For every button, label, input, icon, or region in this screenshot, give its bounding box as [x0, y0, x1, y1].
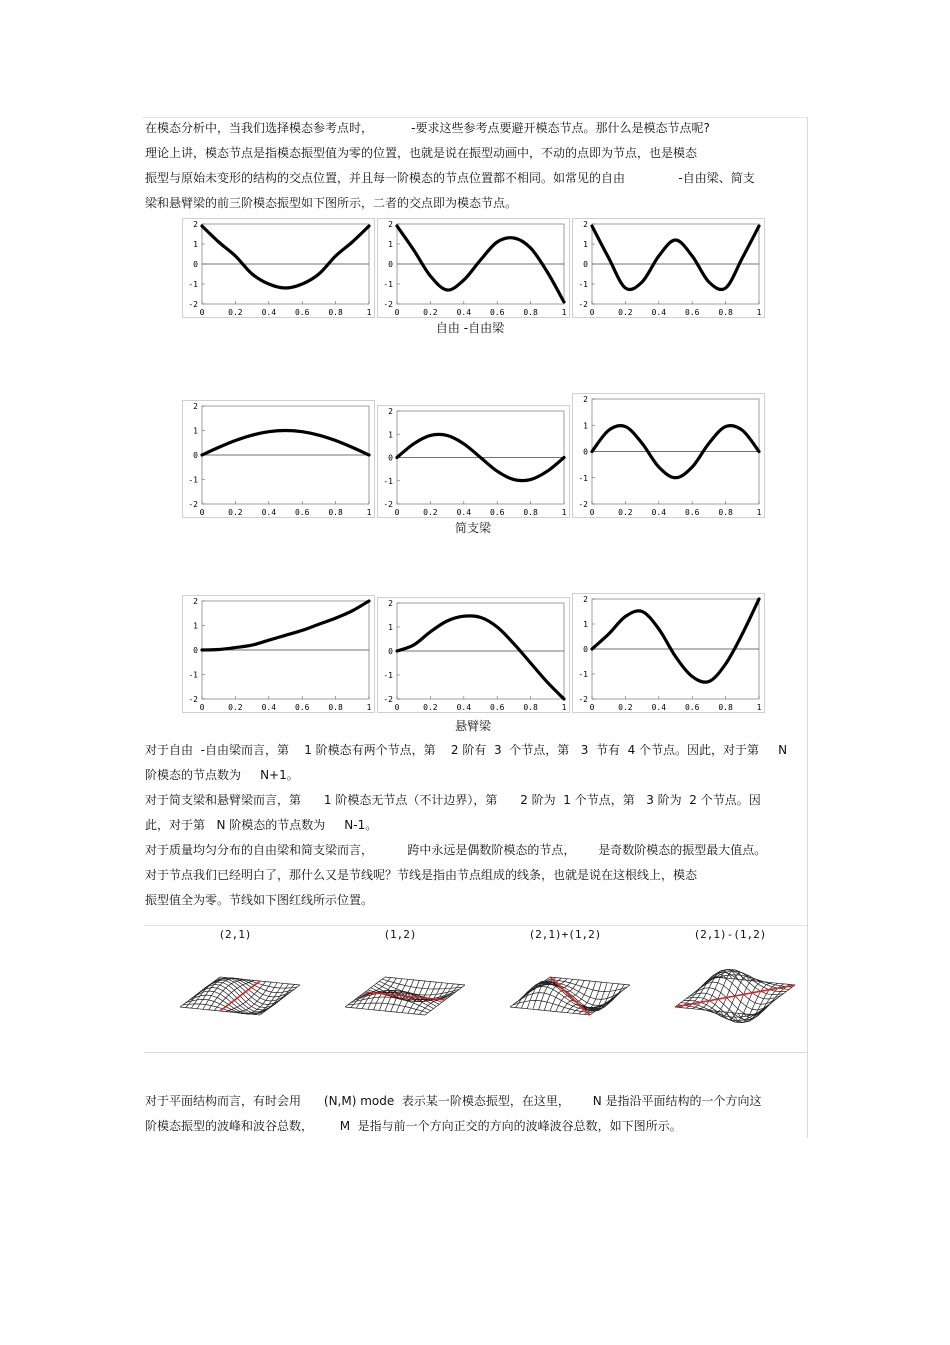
x-tick-label: 0.2 [423, 508, 438, 517]
x-tick-label: 0 [589, 308, 595, 317]
y-tick-label: 1 [193, 426, 198, 436]
paragraph-line: 阶模态振型的波峰和波谷总数， M 是指与前一个方向正交的方向的波峰波谷总数，如下图所示。 [145, 1119, 682, 1133]
y-tick-label: -1 [578, 670, 588, 679]
x-tick-label: 1 [561, 308, 567, 317]
x-tick-label: 0.6 [294, 703, 310, 712]
x-tick-label: 0.4 [651, 703, 667, 712]
mode-title: (2,1)+(1,2) [528, 928, 602, 941]
x-tick-label: 0.4 [261, 508, 277, 517]
mesh-line [590, 985, 630, 1015]
x-tick-label: 0.6 [684, 703, 700, 712]
y-tick-label: 0 [388, 647, 393, 656]
plate-mode-21-surface [170, 945, 305, 1025]
x-tick-label: 0.4 [456, 508, 472, 517]
x-tick-label: 0.2 [618, 703, 633, 712]
y-tick-label: -2 [578, 300, 588, 309]
paragraph-line: 对于简支梁和悬臂梁而言，第 1 阶模态无节点（不计边界），第 2 阶为 1 个节点，第 3 阶为 2 个节点。因 [145, 793, 761, 807]
x-tick-label: 0.8 [523, 508, 538, 517]
x-tick-label: 0.8 [718, 508, 733, 517]
y-tick-label: -2 [578, 695, 588, 704]
paragraph-line: 在模态分析中，当我们选择模态参考点时， -要求这些参考点要避开模态节点。那什么是模态节点呢? [145, 121, 710, 135]
y-tick-label: 1 [583, 240, 588, 249]
paragraph-line: 对于平面结构而言，有时会用 (N,M) mode 表示某一阶模态振型，在这里， N 是指沿平面结构的一个方向这 [145, 1094, 762, 1108]
x-tick-label: 0.2 [228, 703, 243, 712]
y-tick-label: 2 [388, 220, 393, 229]
x-tick-label: 0.6 [684, 508, 700, 517]
x-tick-label: 0.4 [261, 308, 277, 317]
plate-mode-sum-surface [500, 945, 635, 1025]
caption-simply-supported: 简支梁 [454, 521, 491, 535]
x-tick-label: 0 [589, 508, 595, 517]
x-tick-label: 1 [561, 508, 567, 517]
x-tick-label: 1 [366, 508, 372, 517]
y-tick-label: 2 [388, 599, 393, 608]
y-tick-label: 1 [193, 621, 198, 631]
caption-free-free: 自由 -自由梁 [435, 321, 505, 335]
y-tick-label: 2 [583, 395, 588, 404]
y-tick-label: -1 [188, 280, 198, 289]
x-tick-label: 0.2 [618, 508, 633, 517]
y-tick-label: 0 [583, 447, 588, 457]
x-tick-label: 1 [366, 308, 372, 317]
nodal-line [220, 981, 260, 1011]
x-tick-label: 0.4 [456, 703, 472, 712]
mesh-line [203, 978, 243, 1009]
simply-supported-mode2-plot [377, 405, 570, 518]
y-tick-label: 1 [583, 421, 588, 431]
mesh-line [237, 983, 277, 1014]
plot-border [378, 406, 570, 518]
x-tick-label: 0.4 [261, 703, 277, 712]
x-tick-label: 0 [394, 703, 400, 712]
y-tick-label: 2 [193, 402, 198, 411]
y-tick-label: 1 [388, 623, 393, 632]
paragraph-line: 阶模态的节点数为 N+1。 [145, 768, 299, 782]
plate-mode-diff-surface [665, 945, 800, 1025]
y-tick-label: 2 [583, 220, 588, 229]
paragraph-line: 对于节点我们已经明白了，那什么又是节线呢？节线是指由节点组成的线条，也就是说在这根线上，模态 [145, 868, 698, 882]
plate-mode-12-surface [335, 945, 470, 1025]
y-tick-label: -2 [578, 500, 588, 509]
mesh-line [191, 978, 231, 1008]
y-tick-label: 0 [388, 453, 393, 463]
x-tick-label: 0.8 [328, 308, 343, 317]
y-tick-label: 1 [583, 620, 588, 629]
plot-border [573, 394, 765, 518]
free-free-mode3-plot [572, 218, 765, 318]
y-tick-label: -2 [188, 500, 198, 509]
x-tick-label: 0.8 [523, 308, 538, 317]
mode-title: (1,2) [383, 928, 417, 941]
y-tick-label: 0 [193, 646, 198, 655]
y-tick-label: 2 [583, 595, 588, 604]
y-tick-label: -1 [188, 670, 198, 680]
x-tick-label: 0.4 [651, 508, 667, 517]
y-tick-label: 0 [583, 260, 588, 269]
x-tick-label: 0.8 [523, 703, 538, 712]
y-tick-label: -1 [383, 280, 393, 289]
plot-border [183, 401, 375, 518]
free-free-mode2-plot [377, 218, 570, 318]
x-tick-label: 0.8 [328, 508, 343, 517]
y-tick-label: 0 [193, 451, 198, 460]
x-tick-label: 0.2 [423, 308, 438, 317]
simply-supported-mode1-plot [182, 400, 375, 518]
y-tick-label: 0 [193, 260, 198, 269]
paragraph-line: 梁和悬臂梁的前三阶模态振型如下图所示，二者的交点即为模态节点。 [145, 196, 518, 210]
x-tick-label: 0 [394, 508, 400, 517]
y-tick-label: 0 [583, 645, 588, 654]
x-tick-label: 0.2 [423, 703, 438, 712]
x-tick-label: 0.8 [718, 703, 733, 712]
paragraph-line: 振型与原始未变形的结构的交点位置，并且每一阶模态的节点位置都不相同。如常见的自由 -自由梁、简支 [145, 171, 755, 185]
y-tick-label: -2 [188, 695, 198, 704]
cantilever-mode2-plot [377, 597, 570, 713]
y-tick-label: 2 [193, 597, 198, 606]
paragraph-line: 对于质量均匀分布的自由梁和简支梁而言， 跨中永远是偶数阶模态的节点， 是奇数阶模态的振型最大值点。 [145, 843, 767, 857]
x-tick-label: 0.6 [294, 508, 310, 517]
simply-supported-mode3-plot [572, 393, 765, 518]
y-tick-label: -1 [578, 473, 588, 483]
x-tick-label: 0.6 [294, 308, 310, 317]
x-tick-label: 0 [394, 308, 400, 317]
mesh-line [715, 977, 795, 985]
mesh-line [744, 984, 784, 1019]
x-tick-label: 0.4 [456, 308, 472, 317]
caption-cantilever: 悬臂梁 [454, 719, 491, 733]
x-tick-label: 0.2 [618, 308, 633, 317]
y-tick-label: 0 [388, 260, 393, 269]
x-tick-label: 0.6 [489, 703, 505, 712]
y-tick-label: -2 [383, 500, 393, 509]
y-tick-label: -1 [188, 475, 198, 485]
mesh-line [755, 985, 795, 1015]
y-tick-label: 1 [388, 430, 393, 440]
free-free-mode1-plot [182, 218, 375, 318]
x-tick-label: 0.2 [228, 308, 243, 317]
x-tick-label: 0.8 [718, 308, 733, 317]
paragraph-line: 对于自由 -自由梁而言，第 1 阶模态有两个节点，第 2 阶有 3 个节点，第 3 节有 4 个节点。因此，对于第 N [145, 743, 788, 757]
x-tick-label: 1 [756, 703, 762, 712]
y-tick-label: -1 [578, 280, 588, 289]
x-tick-label: 0 [589, 703, 595, 712]
x-tick-label: 0.6 [489, 308, 505, 317]
x-tick-label: 0 [199, 308, 205, 317]
mesh-line [249, 984, 289, 1014]
plot-border [573, 594, 765, 713]
y-tick-label: -2 [383, 300, 393, 309]
cantilever-mode1-plot [182, 595, 375, 713]
paragraph-line: 理论上讲，模态节点是指模态振型值为零的位置，也就是说在振型动画中，不动的点即为节点，也是模态 [145, 146, 698, 160]
x-tick-label: 0 [199, 508, 205, 517]
cantilever-mode3-plot [572, 593, 765, 713]
x-tick-label: 0.8 [328, 703, 343, 712]
x-tick-label: 1 [366, 703, 372, 712]
y-tick-label: -2 [383, 695, 393, 704]
x-tick-label: 0 [199, 703, 205, 712]
x-tick-label: 0.2 [228, 508, 243, 517]
x-tick-label: 0.4 [651, 308, 667, 317]
x-tick-label: 1 [756, 508, 762, 517]
paragraph-line: 振型值全为零。节线如下图红线所示位置。 [145, 893, 374, 907]
x-tick-label: 0.6 [684, 308, 700, 317]
y-tick-label: 1 [388, 240, 393, 249]
mode-title: (2,1)-(1,2) [693, 928, 767, 941]
mesh-line [686, 974, 726, 1009]
x-tick-label: 0.6 [489, 508, 505, 517]
y-tick-label: -2 [188, 300, 198, 309]
y-tick-label: 2 [388, 407, 393, 416]
mode-title: (2,1) [218, 928, 252, 941]
x-tick-label: 1 [561, 703, 567, 712]
y-tick-label: -1 [383, 671, 393, 680]
y-tick-label: 2 [193, 220, 198, 229]
y-tick-label: 1 [193, 240, 198, 249]
paragraph-line: 此，对于第 N 阶模态的节点数为 N-1。 [145, 818, 378, 832]
x-tick-label: 1 [756, 308, 762, 317]
y-tick-label: -1 [383, 476, 393, 486]
